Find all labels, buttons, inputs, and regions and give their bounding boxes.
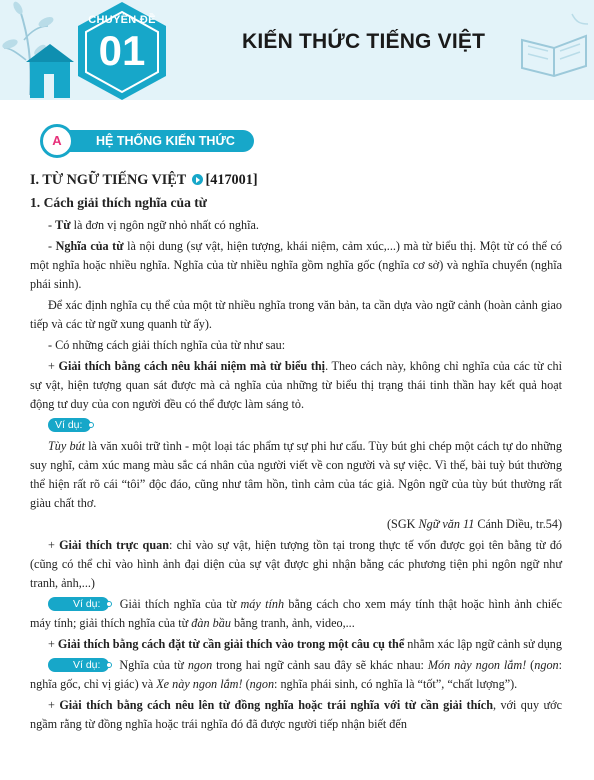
text-span: (SGK [386, 517, 419, 531]
bold-term: Từ [55, 218, 71, 232]
paragraph-methods-intro: - Có những cách giải thích nghĩa của từ như sau: [48, 338, 286, 352]
bold-term: Giải thích bằng cách nêu khái niệm mà từ biểu thị [58, 359, 326, 373]
italic-term: ngon [187, 658, 213, 672]
paragraph-definition-meaning [30, 237, 562, 294]
italic-term: Món này ngon lắm! [427, 658, 527, 672]
bold-term: Nghĩa của từ [55, 239, 124, 253]
text-span: nhằm xác lập ngữ cảnh sử dụng [404, 637, 562, 651]
page-title: KIẾN THỨC TIẾNG VIỆT [242, 30, 486, 53]
italic-term: ngon [249, 677, 275, 691]
section-letter: A [52, 133, 62, 148]
text-span: ( [526, 658, 535, 672]
heading-1-code: [417001] [205, 172, 258, 188]
section-title: HỆ THỐNG KIẾN THỨC [96, 134, 235, 148]
section-banner [40, 124, 254, 158]
text-span: + [48, 637, 58, 651]
text-span: là đơn vị ngôn ngữ nhỏ nhất có nghĩa. [70, 218, 259, 232]
bold-term: Giải thích bằng cách đặt từ cần giải thích vào trong một câu cụ thể [57, 637, 405, 651]
text-span: . Theo cách này, không chỉ nghĩa của các từ chỉ sự vật, hiện tượng quan sát được mà cả nghĩa của những từ biểu thị trạng thái tinh thần hay kết quả hoạt động tư duy của con người đều có thể được làm sáng tỏ. [30, 359, 563, 411]
text-span: bằng cách cho xem máy tính thật hoặc hình ảnh chiếc máy tính; giải thích nghĩa của từ [30, 597, 563, 630]
paragraph-method-sentence [30, 635, 562, 654]
italic-term: Tùy bút [48, 439, 86, 453]
paragraph-method-visual [30, 536, 562, 593]
italic-term: Xe này ngon lắm! [156, 677, 243, 691]
text-span: - [48, 218, 56, 232]
text-span: bằng tranh, ảnh, video,... [230, 616, 355, 630]
text-span: là nội dung (sự vật, hiện tượng, khái niệm, cảm xúc,...) mà từ biểu thị. Một từ có thể có một nghĩa hoặc nhiều nghĩa. Nghĩa của từ nhiều nghĩa gồm nghĩa gốc (nghĩa cơ sở) và nghĩa chuyển (nghĩa phái sinh). [30, 239, 563, 291]
example-3-text [30, 656, 562, 694]
paragraph-context: Để xác định nghĩa cụ thể của một từ nhiều nghĩa trong văn bản, ta cần dựa vào ngữ cảnh (hoàn cảnh giao tiếp và các từ ngữ xung quanh từ ấy). [30, 298, 562, 331]
text-span: ( [242, 677, 250, 691]
chapter-label: CHUYÊN ĐỀ [88, 14, 156, 26]
text-span: : nghĩa phái sinh, có nghĩa là “tốt”, “chất lượng”). [274, 677, 518, 691]
text-span: - [48, 239, 56, 253]
italic-term: ngon [534, 658, 559, 672]
play-circle-icon[interactable] [192, 174, 203, 185]
heading-1-text: I. TỪ NGỮ TIẾNG VIỆT [30, 172, 186, 188]
heading-2: 1. Cách giải thích nghĩa của từ [30, 195, 207, 210]
text-span: : nghĩa gốc, chỉ vị giác) và [30, 658, 563, 691]
heading-1 [30, 170, 562, 190]
paragraph-definition-word [30, 216, 562, 235]
text-span: , với quy ước ngầm rằng từ đồng nghĩa hoặc trái nghĩa đó đã được người tiếp nhận biết đến [30, 698, 562, 731]
example-tag: Ví dụ: [48, 597, 109, 611]
open-book-icon [514, 10, 594, 80]
text-span: là văn xuôi trữ tình - một loại tác phẩm tự sự phi hư cấu. Tùy bút ghi chép một cách tự do những suy nghĩ, cảm xúc mang màu sắc cá nhân của người viết về con người và sự việc. Vì thế, bài tuỳ bút thường thể hiện rất rõ cái “tôi” độc đáo, cũng như tâm hồn, tình cảm của tác giả. Ngôn ngữ của tùy bút thường rất giàu chất thơ. [30, 439, 562, 510]
italic-term: Ngữ văn 11 [418, 517, 475, 531]
text-span: + [48, 359, 59, 373]
example-tag: Ví dụ: [48, 658, 109, 672]
page-header [0, 0, 594, 100]
example-tag-line [48, 416, 562, 435]
text-span: Nghĩa của từ [119, 658, 188, 672]
example-tag: Ví dụ: [48, 418, 91, 432]
paragraph-method-concept [30, 357, 562, 414]
italic-term: đàn bầu [191, 616, 231, 630]
text-span: Giải thích nghĩa của từ [119, 597, 241, 611]
example-2-text [30, 595, 562, 633]
text-span: Cánh Diều, tr.54) [474, 517, 562, 531]
text-span: : chỉ vào sự vật, hiện tượng tồn tại trong thực tế vốn được gọi tên bằng từ đó (cũng có thể chỉ vào hình ảnh đại diện của sự vật được ghi nhận bằng các phương tiện phi ngôn ngữ như tranh, ảnh,...) [30, 538, 563, 590]
text-span: trong hai ngữ cảnh sau đây sẽ khác nhau: [212, 658, 428, 672]
bold-term: Giải thích trực quan [59, 538, 169, 552]
italic-term: máy tính [240, 597, 285, 611]
main-content [30, 170, 562, 736]
text-span: + [48, 538, 60, 552]
bold-term: Giải thích bằng cách nêu lên từ đồng nghĩa hoặc trái nghĩa với từ cần giải thích [59, 698, 493, 712]
text-span: + [48, 698, 60, 712]
paragraph-method-synonym [30, 696, 562, 734]
chapter-number: 01 [98, 27, 146, 74]
example-1-text [30, 437, 562, 513]
example-1-source [30, 515, 562, 534]
